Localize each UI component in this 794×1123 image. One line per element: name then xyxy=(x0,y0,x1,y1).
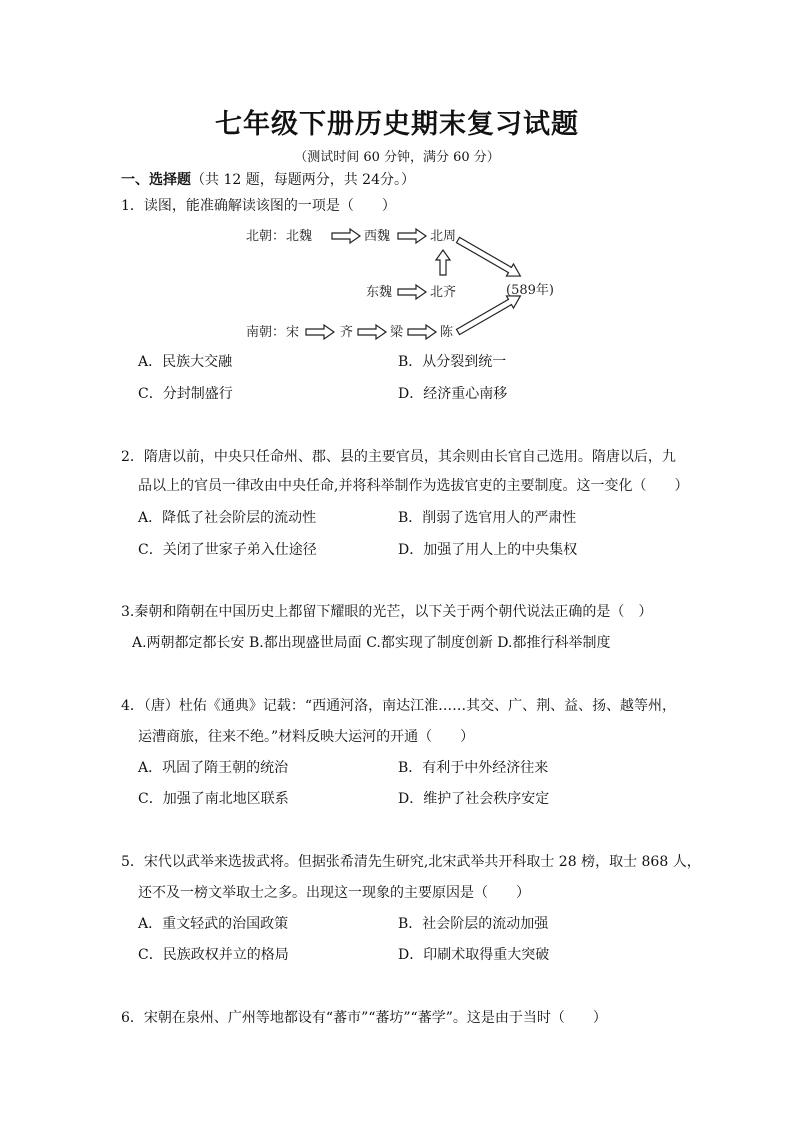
north-label: 北朝： xyxy=(246,229,286,244)
q2-stem-line2: 品以上的官员一律改由中央任命,并将科举制作为选拔官吏的主要制度。这一变化（ ） xyxy=(138,478,689,494)
q5-option-b: B．社会阶层的流动加强 xyxy=(398,916,549,932)
q4-option-a: A．巩固了隋王朝的统治 xyxy=(138,760,289,776)
q4-stem-line2: 运漕商旅，往来不绝。”材料反映大运河的开通（ ） xyxy=(138,729,475,745)
dynasty-beiwei: 北魏 xyxy=(286,229,313,244)
q5-option-d: D．印刷术取得重大突破 xyxy=(398,947,550,963)
dynasty-song: 宋 xyxy=(286,325,300,340)
south-label: 南朝： xyxy=(246,325,286,340)
q1-option-a: A．民族大交融 xyxy=(138,354,233,370)
q1-option-d: D．经济重心南移 xyxy=(398,386,508,402)
q4-option-d: D．维护了社会秩序安定 xyxy=(398,791,550,807)
q5-option-c: C．民族政权并立的格局 xyxy=(138,947,289,963)
dynasty-dongwei: 东魏 xyxy=(366,285,393,300)
q2-option-a: A．降低了社会阶层的流动性 xyxy=(138,510,317,526)
exam-subtitle: （测试时间 60 分钟，满分 60 分） xyxy=(294,150,500,165)
arrow-icon xyxy=(332,229,360,243)
q4-option-c: C．加强了南北地区联系 xyxy=(138,791,289,807)
year-589: (589年) xyxy=(506,283,554,298)
section-label: 一、选择题 xyxy=(121,172,191,188)
dynasty-diagram xyxy=(236,222,566,352)
arrow-icon xyxy=(358,325,386,339)
arrow-icon xyxy=(398,229,426,243)
q2-stem-line1: 2．隋唐以前，中央只任命州、郡、县的主要官员，其余则由长官自己选用。隋唐以后，九 xyxy=(121,449,676,465)
exam-title: 七年级下册历史期末复习试题 xyxy=(215,109,579,140)
q3-options: A.两朝都定都长安 B.都出现盛世局面 C.都实现了制度创新 D.都推行科举制度 xyxy=(132,635,611,651)
q5-stem-line1: 5．宋代以武举来选拔武将。但据张希清先生研究,北宋武举共开科取士 28 榜，取士 868 人， xyxy=(121,854,701,870)
arrow-icon xyxy=(408,325,436,339)
q1-option-c: C．分封制盛行 xyxy=(138,386,233,402)
dynasty-xiwei: 西魏 xyxy=(364,229,391,244)
dynasty-qi: 齐 xyxy=(340,325,354,340)
dynasty-beizhou: 北周 xyxy=(430,229,457,244)
section-note: （共 12 题，每题两分，共 24分。） xyxy=(191,172,415,188)
arrow-icon xyxy=(306,325,334,339)
q4-stem-line1: 4．（唐）杜佑《通典》记载：“西通河洛，南达江淮……其交、广、荆、益、扬、越等州， xyxy=(121,698,677,714)
q2-option-d: D．加强了用人上的中央集权 xyxy=(398,542,578,558)
dynasty-chen: 陈 xyxy=(440,325,454,340)
up-arrow-icon xyxy=(436,250,450,275)
section-heading xyxy=(121,170,415,190)
q2-option-c: C．关闭了世家子弟入仕途径 xyxy=(138,542,317,558)
q2-option-b: B．削弱了选官用人的严肃性 xyxy=(398,510,577,526)
diagonal-arrow-icon xyxy=(455,234,524,282)
arrow-icon xyxy=(398,285,426,299)
dynasty-liang: 梁 xyxy=(390,325,404,340)
q6-stem: 6．宋朝在泉州、广州等地都设有“蕃市”“蕃坊”“蕃学”。这是由于当时（ ） xyxy=(121,1010,607,1026)
dynasty-beiqi: 北齐 xyxy=(430,285,457,300)
q1-option-b: B．从分裂到统一 xyxy=(398,354,507,370)
q4-option-b: B．有利于中外经济往来 xyxy=(398,760,549,776)
q5-stem-line2: 还不及一榜文举取士之多。出现这一现象的主要原因是（ ） xyxy=(138,885,530,901)
q1-stem: 1．读图，能准确解读该图的一项是（ ） xyxy=(121,198,396,214)
q3-stem: 3.秦朝和隋朝在中国历史上都留下耀眼的光芒，以下关于两个朝代说法正确的是（ ） xyxy=(121,604,653,620)
q5-option-a: A．重文轻武的治国政策 xyxy=(138,916,289,932)
